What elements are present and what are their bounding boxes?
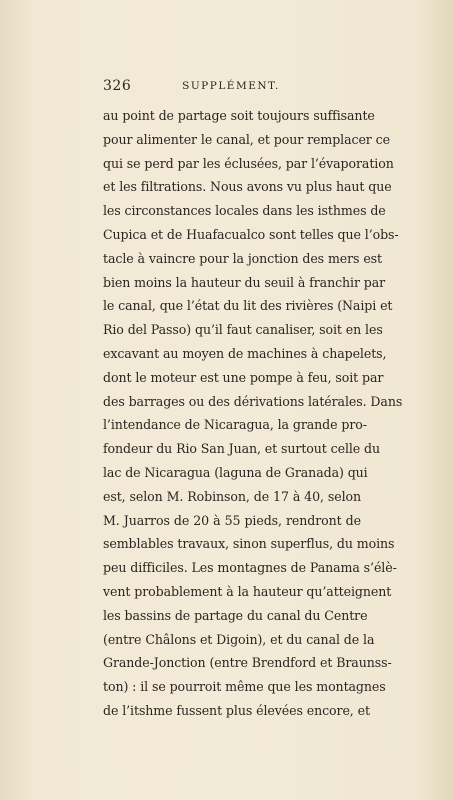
text-line: peu difficiles. Les montagnes de Panama s’élè-	[103, 560, 397, 576]
text-line: Grande-Jonction (entre Brendford et Braunss-	[103, 655, 392, 671]
text-line: l’intendance de Nicaragua, la grande pro-	[103, 417, 367, 433]
body-text	[103, 104, 403, 723]
text-line: tacle à vaincre pour la jonction des mers est	[103, 250, 383, 266]
text-line: le canal, que l’état du lit des rivières (Naipi et	[103, 298, 393, 314]
text-line: vent probablement à la hauteur qu’atteignent	[103, 583, 392, 599]
text-line: M. Juarros de 20 à 55 pieds, rendront de	[103, 512, 361, 528]
text-line: bien moins la hauteur du seuil à franchir par	[103, 274, 386, 290]
text-line: est, selon M. Robinson, de 17 à 40, selon	[103, 488, 361, 504]
text-line: pour alimenter le canal, et pour remplacer ce	[103, 131, 390, 147]
text-line: ton) : il se pourroit même que les montagnes	[103, 679, 386, 695]
page-header	[103, 78, 359, 96]
text-line: au point de partage soit toujours suffisante	[103, 108, 375, 123]
text-line: des barrages ou des dérivations latérales. Dans	[103, 393, 403, 409]
text-line: lac de Nicaragua (laguna de Granada) qui	[103, 464, 368, 480]
text-line: Rio del Passo) qu’il faut canaliser, soit en les	[103, 322, 383, 338]
page-number: 326	[103, 78, 132, 94]
text-line: et les filtrations. Nous avons vu plus haut que	[103, 179, 392, 195]
text-line: les bassins de partage du canal du Centre	[103, 607, 368, 623]
running-head: SUPPLÉMENT.	[182, 80, 280, 92]
text-line: (entre Châlons et Digoin), et du canal de la	[103, 631, 375, 647]
text-line: dont le moteur est une pompe à feu, soit par	[103, 369, 384, 385]
text-line: semblables travaux, sinon superflus, du moins	[103, 536, 395, 552]
text-line: excavant au moyen de machines à chapelets,	[103, 345, 387, 361]
text-line: les circonstances locales dans les isthmes de	[103, 203, 386, 219]
text-line: qui se perd par les éclusées, par l’évaporation	[103, 155, 394, 171]
text-line: de l’itshme fussent plus élevées encore, et	[103, 702, 370, 718]
text-line: fondeur du Rio San Juan, et surtout celle du	[103, 441, 381, 457]
text-line: Cupica et de Huafacualco sont telles que l’obs-	[103, 226, 399, 242]
